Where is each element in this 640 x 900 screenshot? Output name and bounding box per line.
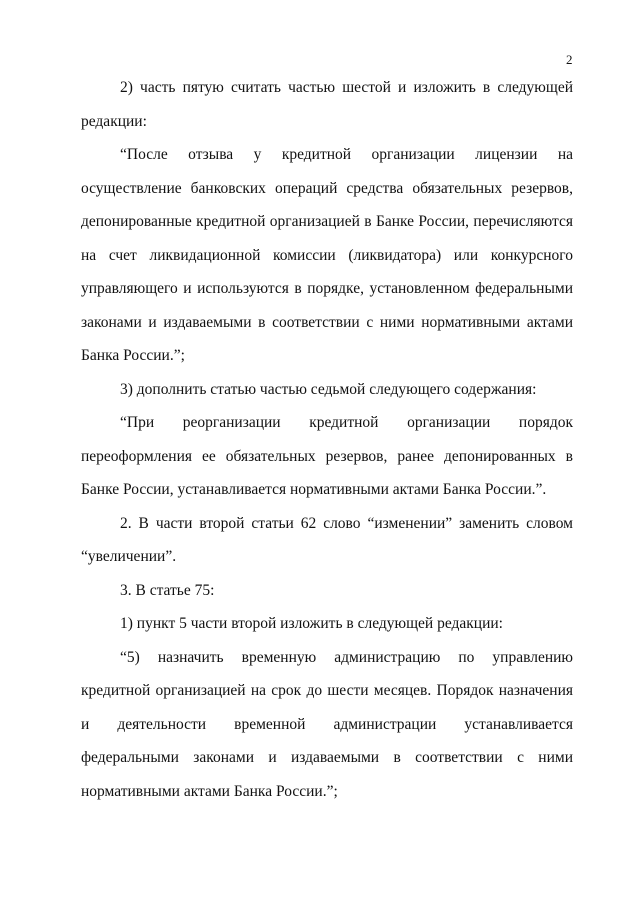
paragraph-quote-reserves-transfer: “После отзыва у кредитной организации лицензии на осуществление банковских операций средства обязательных резервов, депонированные кредитной организацией в Банке России, перечисляются на счет ликвидационной комиссии (ликвидатора) или конкурсного управляющего и используются в порядке, установленном федеральными законами и издаваемыми в соответствии с ними нормативными актами Банка России.”;: [81, 146, 573, 364]
paragraph-article-62: 2. В части второй статьи 62 слово “изменении” заменить словом “увеличении”.: [81, 514, 573, 565]
paragraph-point-5: 1) пункт 5 части второй изложить в следующей редакции:: [120, 615, 503, 632]
paragraph-part-seven: 3) дополнить статью частью седьмой следующего содержания:: [120, 380, 537, 398]
document-body: [81, 71, 573, 808]
paragraph-article-75: 3. В статье 75:: [120, 581, 215, 599]
paragraph-quote-reorganization: “При реорганизации кредитной организации порядок переоформления ее обязательных резервов, ранее депонированных в Банке России, устанавливается нормативными актами Банка России.”.: [81, 414, 573, 498]
paragraph-quote-temporary-administration: “5) назначить временную администрацию по управлению кредитной организацией на срок до шести месяцев. Порядок назначения и деятельности временной администрации устанавливается федеральными законами и издаваемыми в соответствии с ними нормативными актами Банка России.”;: [81, 648, 573, 800]
paragraph-part-five: 2) часть пятую считать частью шестой и изложить в следующей редакции:: [81, 79, 573, 130]
page-number: 2: [566, 52, 573, 67]
